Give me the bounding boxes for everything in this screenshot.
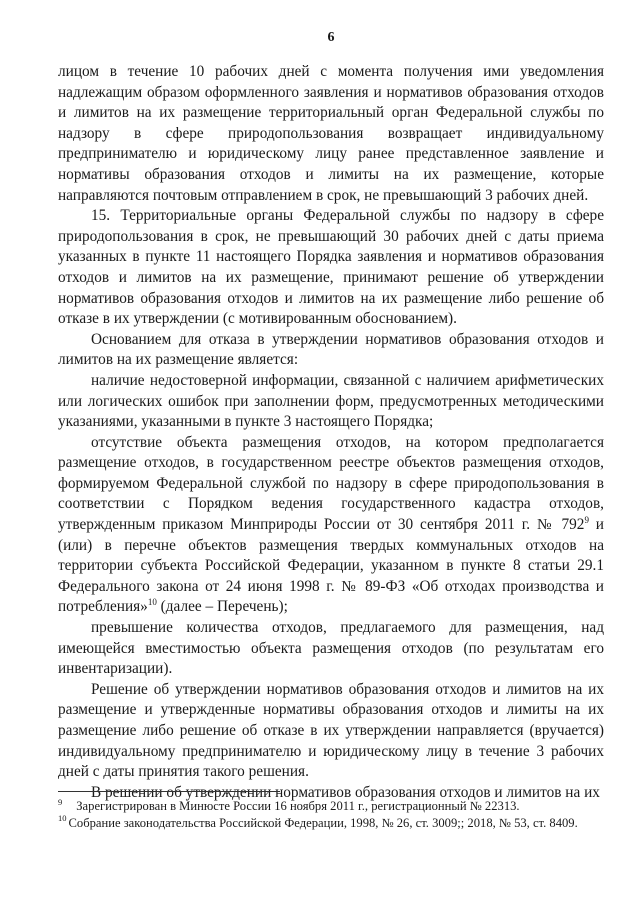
- paragraph-decision-delivery: [58, 680, 604, 783]
- paragraph-text: Решение об утверждении нормативов образования отходов и лимитов на их размещение и утвержденные нормативы образования отходов и лимиты на их размещение либо решение об отказе в их утверждении направляется (вручается) индивидуальному предпринимателю и юридическому лицу в течение 3 рабочих дней с даты принятия такого решения.: [58, 680, 604, 781]
- footnote-mark: 10: [58, 813, 67, 824]
- footnote-text: Зарегистрирован в Минюсте России 16 ноября 2011 г., регистрационный № 22313.: [76, 799, 520, 813]
- footnote-reference: 10: [147, 597, 157, 608]
- page-number: 6: [327, 30, 335, 45]
- footnote-divider: [58, 791, 280, 792]
- paragraph-text: наличие недостоверной информации, связанной с наличием арифметических или логических ошибок при заполнении форм, предусмотренных методическими указаниями, указанными в пункте 3 настоящего Порядка;: [58, 371, 604, 431]
- footnotes: [58, 798, 604, 831]
- paragraph-item-15: [58, 206, 604, 330]
- paragraph-continuation: [58, 62, 604, 206]
- paragraph-text: отсутствие объекта размещения отходов, на котором предполагается размещение отходов, в государственном реестре объектов размещения отходов, формируемом Федеральной службой по надзору в сфере природопользования в соответствии с Порядком ведения государственного кадастра отходов, утвержденным приказом Минприроды России от 30 сентября 2011 г. № 792: [58, 433, 604, 534]
- paragraph-text: Основанием для отказа в утверждении нормативов образования отходов и лимитов на их размещение является:: [58, 330, 604, 369]
- body-text: [58, 62, 604, 803]
- footnote-10: [58, 815, 604, 832]
- paragraph-ground-no-facility: [58, 433, 604, 618]
- paragraph-refusal-grounds: [58, 330, 604, 371]
- paragraph-text: превышение количества отходов, предлагаемого для размещения, над имеющейся вместимостью объекта размещения отходов (по результатам его инвентаризации).: [58, 619, 604, 678]
- footnote-9: [58, 798, 604, 815]
- footnote-reference: 9: [584, 514, 589, 525]
- paragraph-text: В решении об утверждении нормативов образования отходов и лимитов на их: [91, 783, 600, 801]
- paragraph-text: лицом в течение 10 рабочих дней с момента получения ими уведомления надлежащим образом оформленного заявления и нормативов образования отходов и лимитов на их размещение территориальный орган Федеральной службы по надзору в сфере природопользования возвращает индивидуальному предпринимателю и юридическому лицу ранее представленное заявление и нормативы образования отходов и лимиты на их размещение, которые направляются почтовым отправлением в срок, не превышающий 3 рабочих дней.: [58, 63, 604, 204]
- paragraph-text: 15. Территориальные органы Федеральной службы по надзору в сфере природопользования в срок, не превышающий 30 рабочих дней с даты приема указанных в пункте 11 настоящего Порядка заявления и нормативов образования отходов и лимитов на их размещение, принимают решение об утверждении нормативов образования отходов и лимитов на их размещение либо решение об отказе в их утверждении (с мотивированным обоснованием).: [58, 207, 604, 328]
- footnote-mark: 9: [58, 796, 63, 807]
- paragraph-text: (далее – Перечень);: [156, 598, 288, 616]
- paragraph-text: и (или) в перечне объектов размещения твердых коммунальных отходов на территории субъекта Российской Федерации, указанном в пункте 8 статьи 29.1 Федерального закона от 24 июня 1998 г. № 89-ФЗ «Об отходах производства и потребления»: [58, 516, 604, 616]
- footnote-text: Собрание законодательства Российской Федерации, 1998, № 26, ст. 3009;; 2018, № 53, ст. 8409.: [68, 815, 578, 830]
- paragraph-ground-capacity-exceeded: [58, 618, 604, 680]
- paragraph-ground-inaccurate-info: [58, 371, 604, 433]
